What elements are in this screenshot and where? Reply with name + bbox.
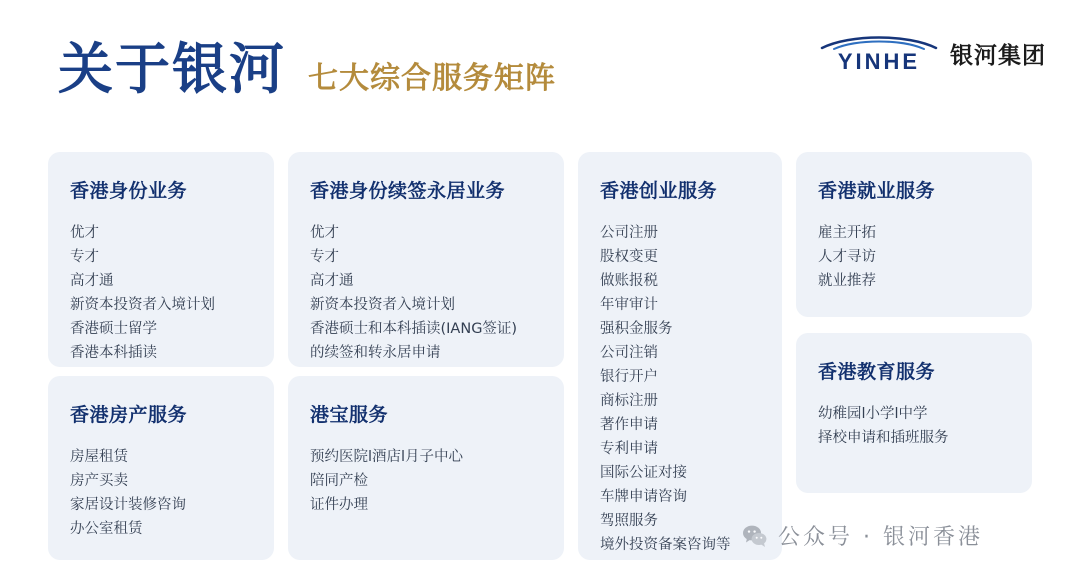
card-list (310, 445, 542, 517)
card-title: 香港身份续签永居业务 (310, 180, 506, 202)
list-item: 国际公证对接 (600, 465, 687, 481)
list-item: 优才 (310, 225, 339, 241)
wechat-icon (742, 523, 768, 549)
list-item: 证件办理 (310, 497, 368, 513)
list-item: 做账报税 (600, 273, 658, 289)
card-hkid (48, 152, 274, 367)
slide-header (0, 0, 1080, 140)
title-main: 关于银河 (58, 37, 287, 101)
list-item: 房产买卖 (70, 473, 128, 489)
card-title: 香港创业服务 (600, 180, 718, 202)
card-list (70, 445, 252, 541)
list-item: 公司注册 (600, 225, 658, 241)
list-item: 专利申请 (600, 441, 658, 457)
list-item: 香港本科插读 (70, 345, 157, 361)
list-item: 人才寻访 (818, 249, 876, 265)
list-item: 商标注册 (600, 393, 658, 409)
list-item: 著作申请 (600, 417, 658, 433)
card-list (818, 402, 1010, 450)
card-title: 香港身份业务 (70, 180, 188, 202)
list-item: 择校申请和插班服务 (818, 430, 949, 446)
card-list (818, 221, 1010, 293)
watermark (742, 520, 983, 551)
card-title: 香港教育服务 (818, 361, 936, 383)
list-item: 雇主开拓 (818, 225, 876, 241)
list-item: 新资本投资者入境计划 (70, 297, 215, 313)
list-item: 香港硕士留学 (70, 321, 157, 337)
card-list (310, 221, 542, 365)
brand-latin-text: YINHE (837, 49, 921, 74)
page-title (58, 37, 557, 101)
list-item: 香港硕士和本科插读(IANG签证) (310, 321, 518, 337)
list-item: 境外投资备案咨询等 (600, 537, 731, 553)
brand-logo (820, 34, 1046, 73)
card-list (70, 221, 252, 365)
brand-arc-icon (820, 34, 938, 50)
list-item: 高才通 (310, 273, 354, 289)
card-title: 港宝服务 (310, 404, 389, 426)
list-item: 新资本投资者入境计划 (310, 297, 455, 313)
list-item: 预约医院l酒店l月子中心 (310, 449, 464, 465)
list-item: 陪同产检 (310, 473, 368, 489)
brand-mark (820, 34, 938, 73)
card-title: 香港房产服务 (70, 404, 188, 426)
list-item: 家居设计装修咨询 (70, 497, 186, 513)
list-item: 驾照服务 (600, 513, 658, 529)
card-startup (578, 152, 782, 560)
list-item: 办公室租赁 (70, 521, 143, 537)
title-subtitle: 七大综合服务矩阵 (308, 61, 557, 96)
brand-chinese-text: 银河集团 (950, 43, 1046, 70)
list-item: 高才通 (70, 273, 114, 289)
card-property (48, 376, 274, 560)
card-renewal (288, 152, 564, 367)
list-item: 银行开户 (600, 369, 658, 385)
card-list (600, 221, 760, 557)
list-item: 房屋租赁 (70, 449, 128, 465)
list-item: 就业推荐 (818, 273, 876, 289)
list-item: 公司注销 (600, 345, 658, 361)
list-item: 车牌申请咨询 (600, 489, 687, 505)
list-item: 年审审计 (600, 297, 658, 313)
list-item: 的续签和转永居申请 (310, 345, 441, 361)
card-employment (796, 152, 1032, 317)
list-item: 强积金服务 (600, 321, 673, 337)
card-education (796, 333, 1032, 493)
card-gangbao (288, 376, 564, 560)
list-item: 专才 (310, 249, 339, 265)
list-item: 股权变更 (600, 249, 658, 265)
list-item: 专才 (70, 249, 99, 265)
list-item: 幼稚园l小学l中学 (818, 406, 928, 422)
list-item: 优才 (70, 225, 99, 241)
watermark-text: 公众号 · 银河香港 (778, 525, 983, 550)
card-title: 香港就业服务 (818, 180, 936, 202)
